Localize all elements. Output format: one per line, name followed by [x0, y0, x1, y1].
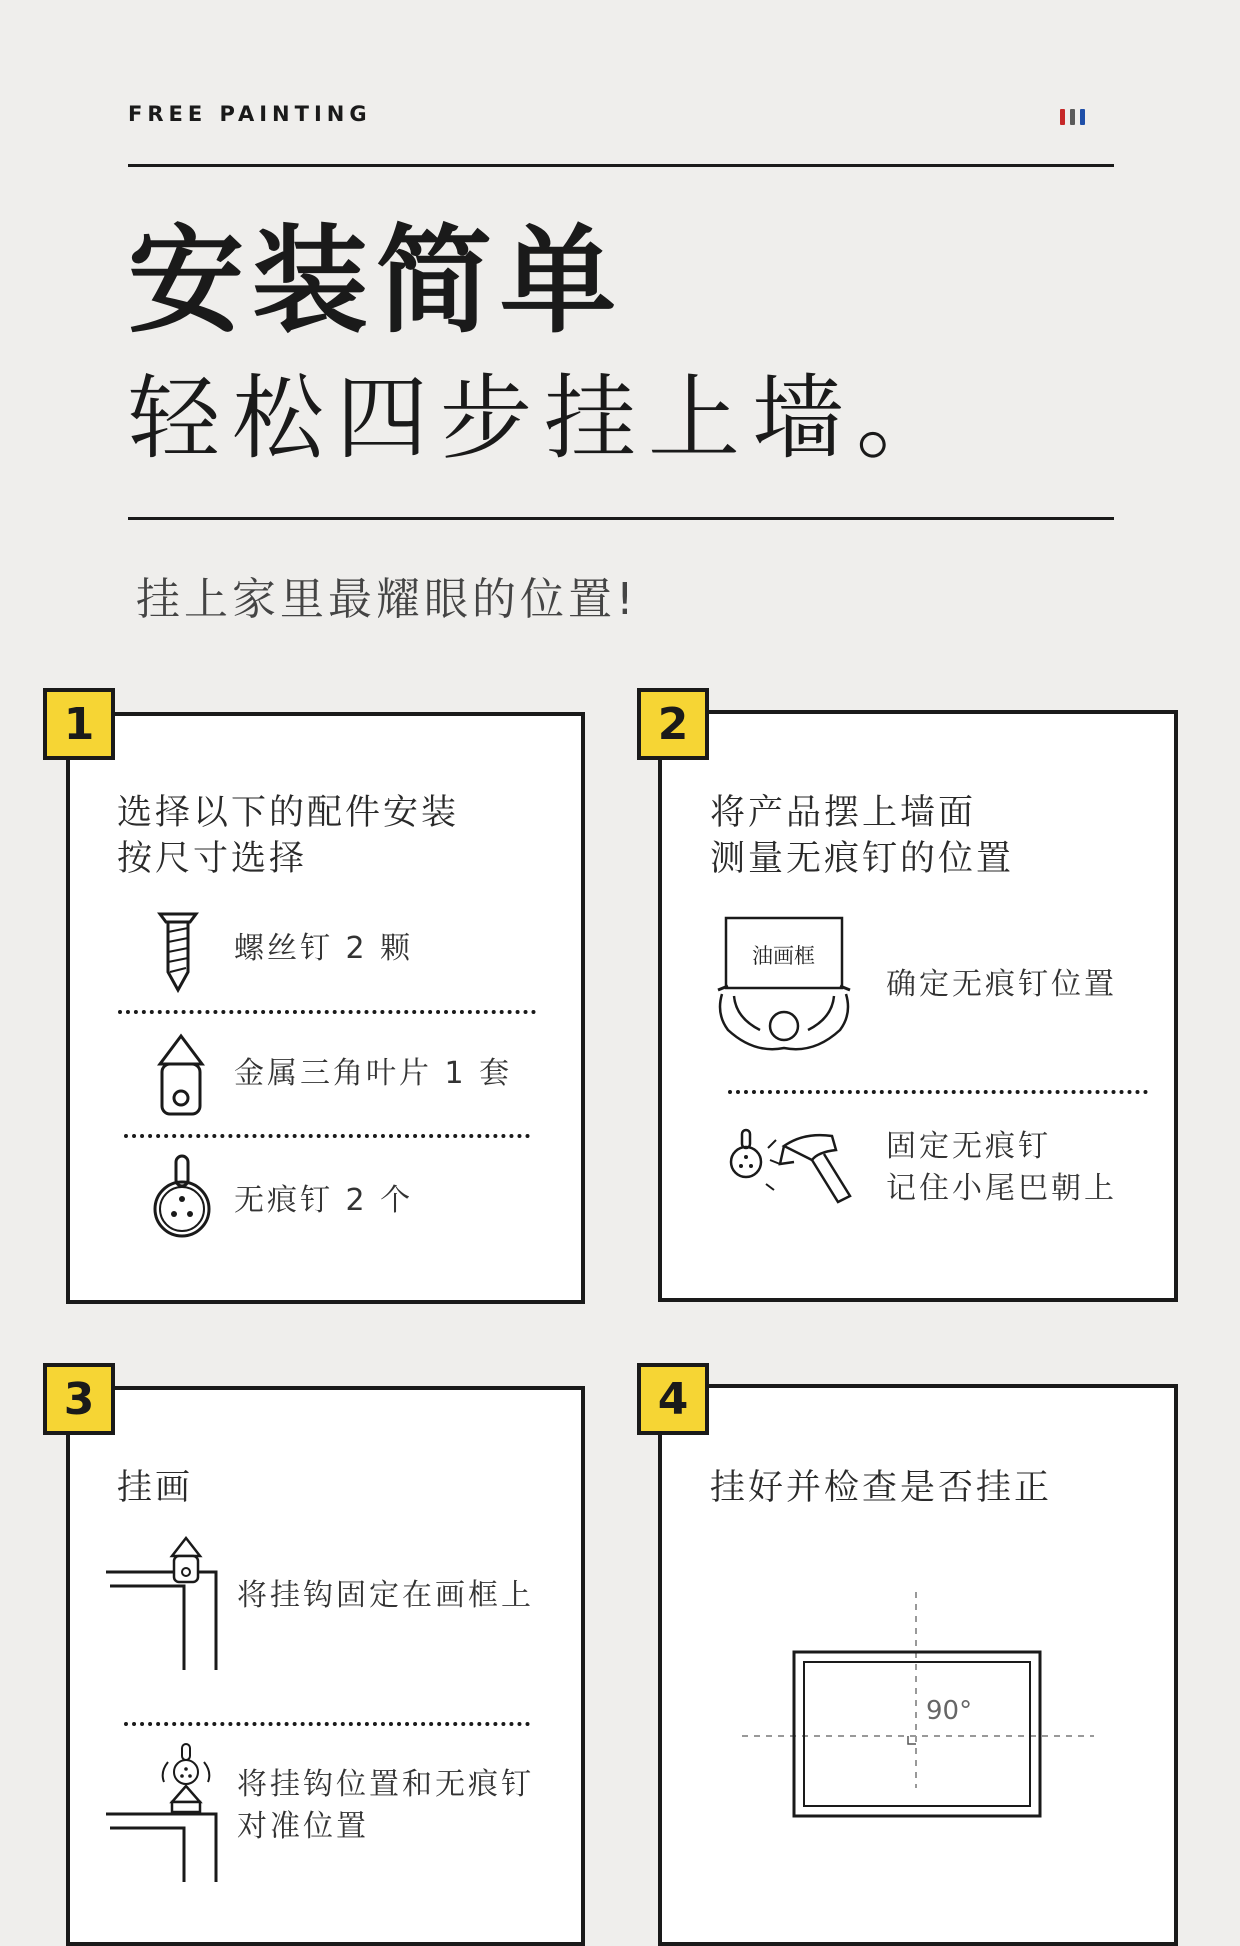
color-bars-icon [1060, 109, 1085, 125]
frame-label: 油画框 [752, 944, 815, 968]
step-3-badge: 3 [43, 1363, 115, 1435]
hero-divider [128, 517, 1114, 520]
step-4-badge: 4 [637, 1363, 709, 1435]
hammer-nail-icon [728, 1124, 868, 1212]
item-label [237, 1575, 534, 1617]
traceless-nail-icon [152, 1154, 212, 1244]
item-label-line: 固定无痕钉 [886, 1129, 1051, 1164]
step-1-heading [117, 790, 459, 882]
item-label: 金属三角叶片 1 套 [234, 1056, 513, 1091]
dotted-divider [124, 1722, 530, 1726]
item-label [237, 1764, 534, 1848]
item-label-line: 对准位置 [237, 1809, 369, 1844]
color-bar [1080, 109, 1085, 125]
screw-icon [158, 912, 198, 996]
step-1-badge: 1 [43, 688, 115, 760]
step-2-badge: 2 [637, 688, 709, 760]
dotted-divider [124, 1134, 530, 1138]
dotted-divider [728, 1090, 1148, 1094]
heading-line: 选择以下的配件安装 [117, 793, 460, 833]
step-3-heading [117, 1465, 193, 1511]
step-4-heading [710, 1465, 1052, 1511]
item-label: 无痕钉 2 个 [234, 1183, 414, 1218]
angle-label: 90° [926, 1696, 973, 1726]
item-label [886, 1126, 1117, 1210]
item-label: 螺丝钉 2 颗 [234, 931, 414, 966]
heading-line: 将产品摆上墙面 [710, 793, 977, 833]
step-2-heading [710, 790, 1014, 882]
hook-align-icon [106, 1742, 226, 1888]
heading-line: 挂画 [117, 1468, 194, 1508]
item-label-line: 将挂钩位置和无痕钉 [237, 1767, 534, 1802]
triangle-hanger-icon [156, 1034, 206, 1122]
item-label-line: 将挂钩固定在画框上 [237, 1578, 534, 1613]
tagline: 挂上家里最耀眼的位置! [136, 574, 638, 625]
color-bar [1070, 109, 1075, 125]
heading-line: 挂好并检查是否挂正 [710, 1468, 1053, 1508]
frame-hands-icon [714, 914, 854, 1068]
hook-on-frame-icon [106, 1536, 226, 1676]
item-label-line: 记住小尾巴朝上 [886, 1171, 1117, 1206]
heading-line: 按尺寸选择 [117, 839, 308, 879]
page-subtitle: 轻松四步挂上墙。 [128, 365, 961, 472]
dotted-divider [118, 1010, 536, 1014]
heading-line: 测量无痕钉的位置 [710, 839, 1015, 879]
brand-name: FREE PAINTING [128, 102, 372, 126]
item-label-line: 确定无痕钉位置 [886, 967, 1117, 1002]
level-frame-icon [738, 1588, 1098, 1802]
top-divider [128, 164, 1114, 167]
page-title: 安装简单 [128, 214, 624, 349]
color-bar [1060, 109, 1065, 125]
item-label [886, 964, 1117, 1006]
